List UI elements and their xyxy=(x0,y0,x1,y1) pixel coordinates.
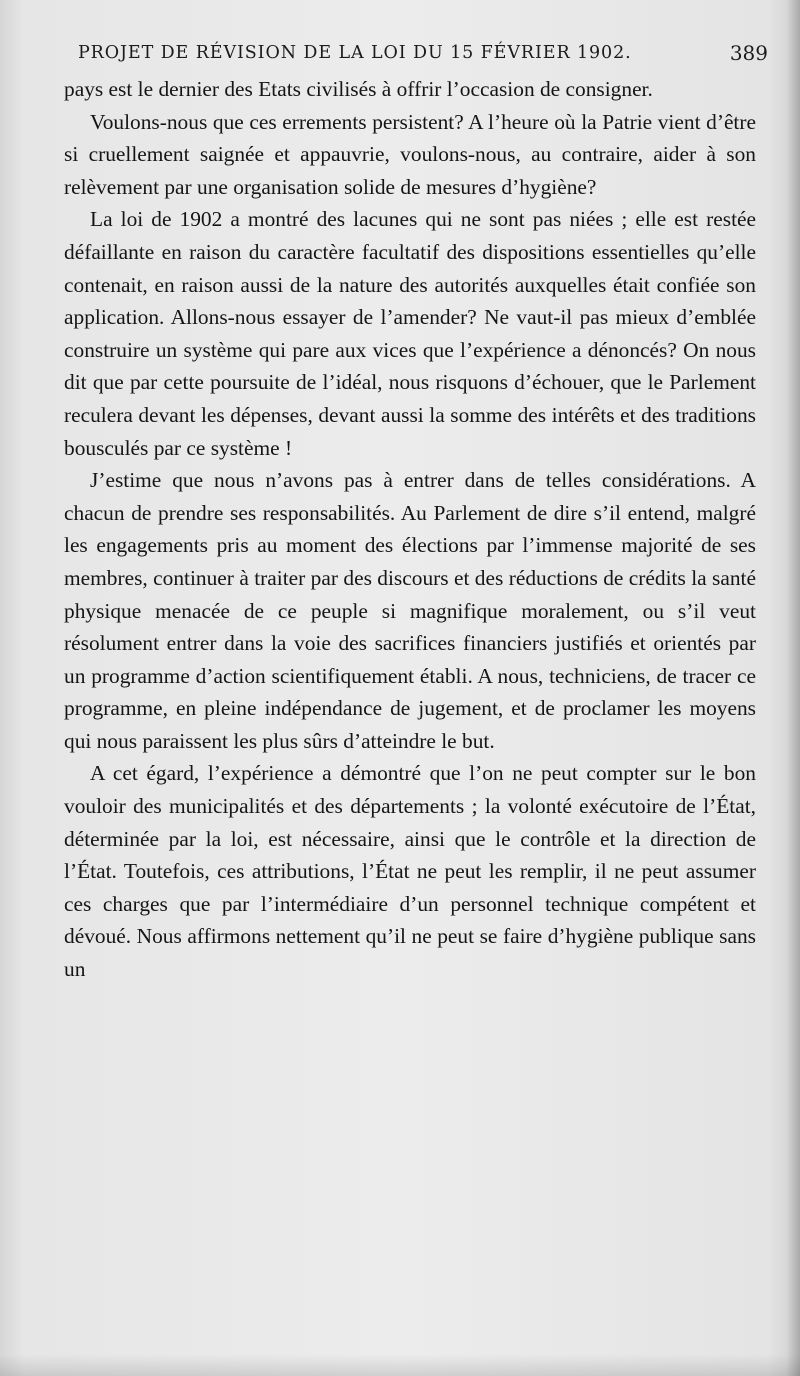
body-text xyxy=(64,73,756,986)
paragraph: La loi de 1902 a montré des lacunes qui ne sont pas niées ; elle est restée défaillante en raison du caractère facultatif des dispositions essentielles qu’elle contenait, en raison aussi de la nature des autorités auxquelles était confiée son application. Allons-nous essayer de l’amender? Ne vaut-il pas mieux d’emblée construire un système qui pare aux vices que l’expérience a dénoncés? On nous dit que par cette poursuite de l’idéal, nous risquons d’échouer, que le Parlement reculera devant les dépenses, devant aussi la somme des intérêts et des traditions bousculés par ce système ! xyxy=(64,207,756,460)
paragraph: J’estime que nous n’avons pas à entrer dans de telles considérations. A chacun de prendre ses responsabilités. Au Parlement de dire s’il entend, malgré les engagements pris au moment des élections par l’immense majorité de ses membres, continuer à traiter par des discours et des réductions de crédits la santé physique menacée de ce peuple si magnifique moralement, ou s’il veut résolument entrer dans la voie des sacrifices financiers justifiés et orientés par un programme d’action scientifiquement établi. A nous, techniciens, de tracer ce programme, en pleine indépendance de jugement, et de proclamer les moyens qui nous paraissent les plus sûrs d’atteindre le but. xyxy=(64,468,756,753)
paragraph-continuation: pays est le dernier des Etats civilisés à offrir l’occasion de consigner. xyxy=(64,77,653,101)
running-header xyxy=(78,36,768,70)
page-bottom-shadow xyxy=(0,1354,800,1376)
running-title: PROJET DE RÉVISION DE LA LOI DU 15 FÉVRIER 1902. xyxy=(78,43,632,63)
page-edge-shadow xyxy=(786,0,800,1376)
page-number: 389 xyxy=(729,41,768,65)
paragraph: Voulons-nous que ces errements persistent? A l’heure où la Patrie vient d’être si cruellement saignée et appauvrie, voulons-nous, au contraire, aider à son relèvement par une organisation solide de mesures d’hygiène? xyxy=(64,109,756,199)
paragraph: A cet égard, l’expérience a démontré que l’on ne peut compter sur le bon vouloir des municipalités et des départements ; la volonté exécutoire de l’État, déterminée par la loi, est nécessaire, ainsi que le contrôle et la direction de l’État. Toutefois, ces attributions, l’État ne peut les remplir, il ne peut assumer ces charges que par l’intermédiaire d’un personnel technique compétent et dévoué. Nous affirmons nettement qu’il ne peut se faire d’hygiène publique sans un xyxy=(64,761,756,982)
